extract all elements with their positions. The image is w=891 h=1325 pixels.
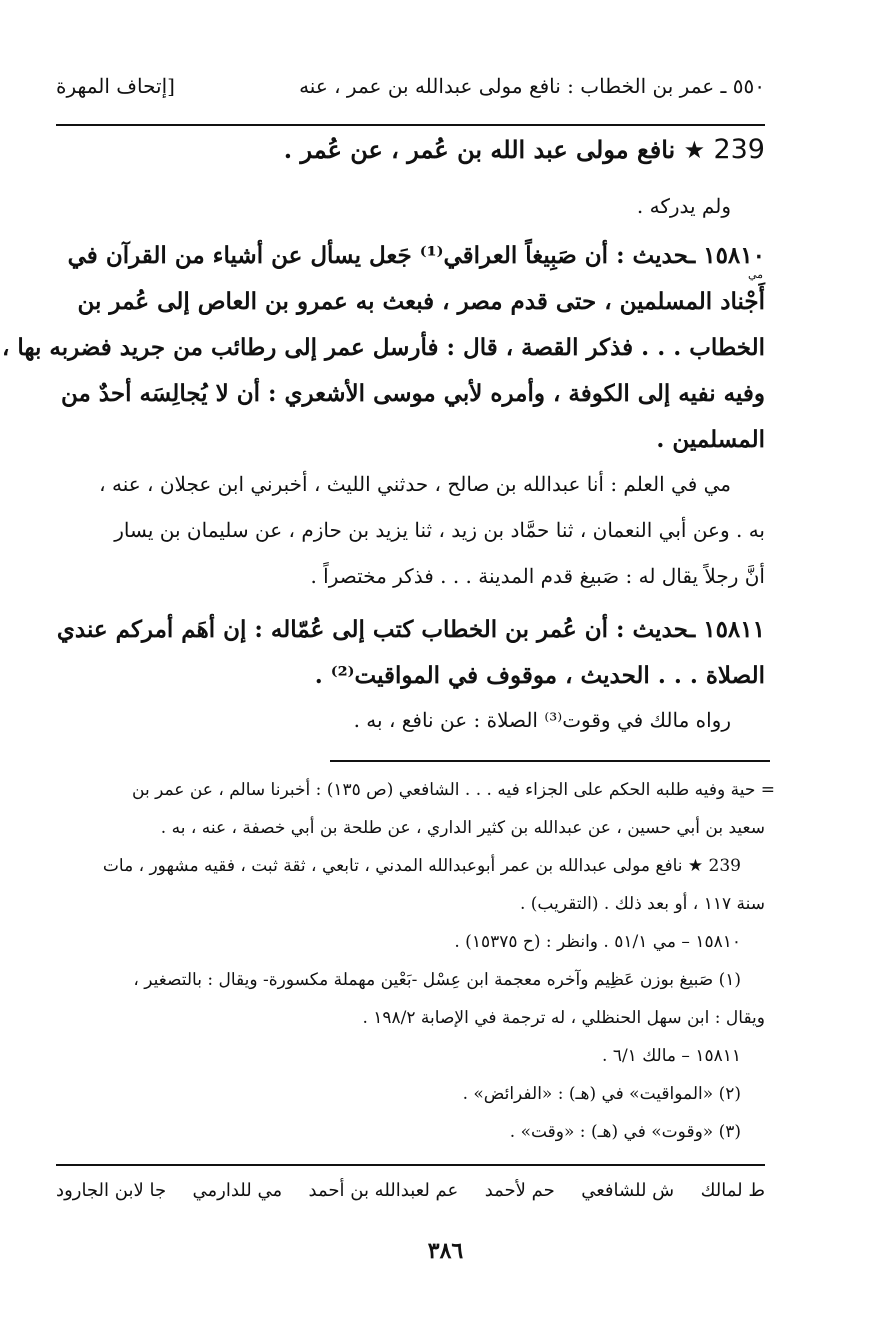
hadith-line: ١٥٨١٠ ـحديث : أن صَبِيغاً العراقي⁽¹⁾ جَعل يسأل عن أشياء من القرآن في — [67, 242, 765, 269]
hadith-line: ١٥٨١١ ـحديث : أن عُمر بن الخطاب كتب إلى عُمّاله : إن أهَم أمركم عندي — [56, 616, 765, 643]
header-rule — [56, 124, 765, 126]
page-number: ٣٨٦ — [427, 1238, 464, 1264]
footnote-line: (١) صَبيغ بوزن عَظِيم وآخره معجمة ابن عِسْل -بَعْين مهملة مكسورة- ويقال : بالتصغير ، — [133, 970, 741, 990]
abbreviation-item: عم لعبدالله بن أحمد — [308, 1180, 459, 1201]
abbreviation-item: ط لمالك — [700, 1180, 765, 1201]
section-heading — [200, 134, 765, 165]
footnote-rule — [330, 760, 770, 762]
footnote-line: 239 ★ نافع مولى عبدالله بن عمر أبوعبدالله المدني ، تابعي ، ثقة ثبت ، فقيه مشهور ، مات — [102, 856, 741, 876]
footnote-line: سعيد بن أبي حسين ، عن عبدالله بن كثير الداري ، عن طلحة بن أبي خصفة ، عنه ، به . — [160, 818, 765, 838]
footnote-line: ويقال : ابن سهل الحنظلي ، له ترجمة في الإصابة ١٩٨/٢ . — [362, 1008, 765, 1028]
running-header-title: ٥٥٠ ـ عمر بن الخطاب : نافع مولى عبدالله بن عمر ، عنه — [299, 74, 765, 98]
footnote-line: (٣) «وقوت» في (هـ) : «وقت» . — [509, 1122, 741, 1142]
hadith-line: أَجْناد المسلمين ، حتى قدم مصر ، فبعث به عمرو بن العاص إلى عُمر بن — [77, 288, 765, 315]
running-header-book: [إتحاف المهرة — [56, 74, 175, 98]
abbreviation-item: جا لابن الجارود — [56, 1180, 167, 1201]
abbreviation-legend — [56, 1180, 765, 1201]
sanad-line: مي في العلم : أنا عبدالله بن صالح ، حدثني الليث ، أخبرني ابن عجلان ، عنه ، — [99, 472, 731, 496]
footnote-line: ١٥٨١٠ – مي ٥١/١ . وانظر : (ح ١٥٣٧٥) . — [454, 932, 741, 952]
section-number: 239 — [713, 134, 765, 165]
section-title: نافع مولى عبد الله بن عُمر ، عن عُمر . — [283, 135, 676, 164]
footnote-line: ١٥٨١١ – مالك ٦/١ . — [602, 1046, 741, 1066]
footnote-line: سنة ١١٧ ، أو بعد ذلك . (التقريب) . — [519, 894, 765, 914]
footnote-line: (٢) «المواقيت» في (هـ) : «الفرائض» . — [462, 1084, 741, 1104]
hadith-line: الخطاب . . . فذكر القصة ، قال : فأرسل عمر إلى رطائب من جريد فضربه بها ، — [1, 334, 765, 361]
sanad-line: به . وعن أبي النعمان ، ثنا حمَّاد بن زيد ، ثنا يزيد بن حازم ، عن سليمان بن يسار — [114, 518, 765, 542]
sanad-line: أنَّ رجلاً يقال له : صَبيغ قدم المدينة . . . فذكر مختصراً . — [310, 564, 765, 588]
section-note: ولم يدركه . — [636, 194, 731, 218]
margin-tag: مي — [747, 268, 763, 281]
star-icon: ★ — [683, 136, 706, 164]
abbreviation-rule — [56, 1164, 765, 1166]
footnote-line: = حية وفيه طلبه الحكم على الجزاء فيه . . . الشافعي (ص ١٣٥) : أخبرنا سالم ، عن عمر بن — [132, 780, 775, 800]
hadith-line: المسلمين . — [656, 426, 765, 453]
abbreviation-item: حم لأحمد — [484, 1180, 555, 1201]
hadith-line: وفيه نفيه إلى الكوفة ، وأمره لأبي موسى الأشعري : أن لا يُجالِسَه أحدٌ من — [60, 380, 765, 407]
abbreviation-item: ش للشافعي — [581, 1180, 675, 1201]
hadith-line: الصلاة . . . الحديث ، موقوف في المواقيت⁽²⁾ . — [314, 662, 765, 689]
abbreviation-item: مي للدارمي — [192, 1180, 283, 1201]
sanad-line: رواه مالك في وقوت⁽³⁾ الصلاة : عن نافع ، به . — [353, 708, 731, 732]
